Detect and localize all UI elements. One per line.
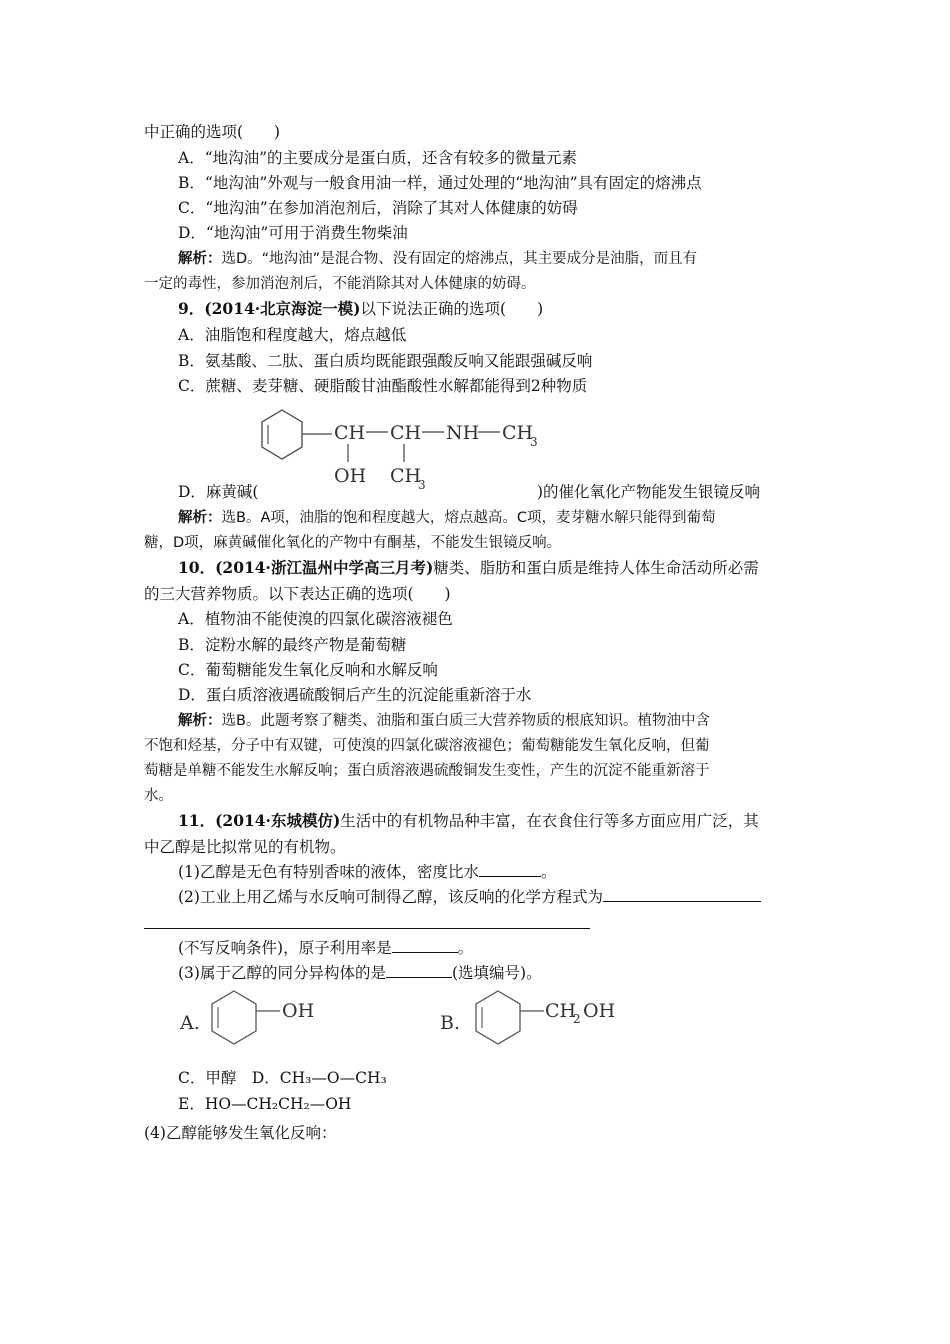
option-a-phenol	[180, 989, 320, 1061]
struct-ch3-main: CH	[502, 422, 534, 444]
q10-analysis-line4: 水。	[144, 788, 173, 804]
option-a-oh: OH	[282, 1000, 315, 1022]
struct-nh: NH	[446, 422, 480, 444]
q11-option-e: E．HO—CH₂CH₂—OH	[178, 1095, 352, 1113]
part2b-text: (不写反响条件)，原子利用率是	[178, 939, 392, 957]
q9-option-a: A．油脂饱和程度越大，熔点越低	[178, 326, 407, 344]
option-b-benzyl-alcohol	[440, 989, 640, 1061]
question-number: 10．	[178, 558, 216, 577]
q11-part4: (4)乙醇能够发生氧化反响：	[144, 1124, 337, 1142]
q10-option-a: A．植物油不能使溴的四氯化碳溶液褪色	[178, 610, 453, 628]
q8-analysis-line2: 一定的毒性，参加消泡剂后，不能消除其对人体健康的妨碍。	[144, 276, 536, 292]
question-text: 糖类、脂肪和蛋白质是维持人体生命活动所必需	[433, 559, 759, 577]
question-number: 9．	[178, 299, 205, 318]
answer-blank-isomer[interactable]	[386, 963, 452, 978]
answer-blank-atom-economy[interactable]	[392, 938, 458, 953]
q9-option-d-prefix: D．麻黄碱(	[178, 483, 259, 501]
option-b-label: B.	[440, 1012, 461, 1034]
q8-option-d: D．“地沟油”可用于消费生物柴油	[178, 224, 408, 242]
q11-stem-line2: 中乙醇是比拟常见的有机物。	[144, 838, 346, 856]
q10-option-d: D．蛋白质溶液遇硫酸铜后产生的沉淀能重新溶于水	[178, 686, 532, 704]
struct-ch3-below: CH	[390, 465, 422, 487]
answer-blank-density[interactable]	[479, 862, 541, 877]
part1-end: 。	[540, 863, 557, 881]
part1-text: (1)乙醇是无色有特别香味的液体，密度比水	[178, 863, 479, 881]
q10-analysis-line3: 萄糖是单糖不能发生水解反响；蛋白质溶液遇硫酸铜发生变性，产生的沉淀不能重新溶于	[144, 763, 710, 779]
struct-sub-3-main: 3	[530, 435, 538, 449]
struct-sub-3-below: 3	[418, 478, 426, 492]
q10-analysis-line2: 不饱和烃基，分子中有双键，可使溴的四氯化碳溶液褪色；葡萄糖能发生氧化反响，但葡	[144, 738, 710, 754]
q8-stem-tail: 中正确的选项( )	[144, 123, 281, 141]
q8-analysis-line1	[178, 248, 697, 270]
struct-ch-2: CH	[390, 422, 422, 444]
q9-option-b: B．氨基酸、二肽、蛋白质均既能跟强酸反响又能跟强碱反响	[178, 352, 593, 370]
q9-option-c: C．蔗糖、麦芽糖、硬脂酸甘油酯酸性水解都能得到2种物质	[178, 377, 588, 395]
question-source: (2014·东城模仿)	[215, 811, 341, 830]
part2-text: (2)工业上用乙烯与水反响可制得乙醇，该反响的化学方程式为	[178, 888, 603, 906]
q9-stem	[178, 298, 543, 320]
q11-part3	[178, 962, 542, 984]
ephedrine-structure	[262, 410, 562, 490]
q11-options-cd: C．甲醇 D．CH₃—O—CH₃	[178, 1069, 387, 1087]
q9-analysis-line2: 糖，D项，麻黄碱催化氧化的产物中有酮基，不能发生银镜反响。	[144, 535, 562, 551]
q11-part2b	[178, 937, 473, 959]
analysis-label: 解析：	[178, 510, 222, 526]
q8-option-c: C．“地沟油”在参加消泡剂后，消除了其对人体健康的妨碍	[178, 199, 578, 217]
q8-option-a: A．“地沟油”的主要成分是蛋白质，还含有较多的微量元素	[178, 149, 578, 167]
q11-part1	[178, 861, 556, 883]
answer-blank-equation-continued[interactable]	[144, 928, 590, 929]
struct-ch-1: CH	[334, 422, 366, 444]
q10-option-b: B．淀粉水解的最终产物是葡萄糖	[178, 636, 407, 654]
question-number: 11．	[178, 811, 216, 830]
analysis-text: 选D。“地沟油”是混合物、没有固定的熔沸点，其主要成分是油脂，而且有	[221, 251, 698, 267]
part2b-end: 。	[457, 939, 474, 957]
q10-stem-line1	[178, 557, 759, 579]
option-b-sub-2: 2	[573, 1012, 581, 1026]
q10-analysis-line1	[178, 710, 710, 732]
q11-stem-line1	[178, 810, 759, 832]
q10-option-c: C．葡萄糖能发生氧化反响和水解反响	[178, 661, 438, 679]
question-source: (2014·浙江温州中学高三月考)	[215, 558, 434, 577]
part3-text: (3)属于乙醇的同分异构体的是	[178, 964, 386, 982]
analysis-text: 选B。A项，油脂的饱和程度越大，熔点越高。C项，麦芽糖水解只能得到葡萄	[221, 510, 716, 526]
question-text: 以下说法正确的选项( )	[360, 300, 544, 318]
analysis-text: 选B。此题考察了糖类、油脂和蛋白质三大营养物质的根底知识。植物油中含	[221, 713, 710, 729]
q10-stem-line2: 的三大营养物质。以下表达正确的选项( )	[144, 585, 451, 603]
q11-part2	[178, 886, 761, 908]
question-text: 生活中的有机物品种丰富，在衣食住行等多方面应用广泛，其	[340, 812, 759, 830]
question-source: (2014·北京海淀一模)	[204, 299, 361, 318]
q9-option-d-suffix: )的催化氧化产物能发生银镜反响	[537, 483, 761, 501]
option-b-oh: OH	[583, 1000, 616, 1022]
analysis-label: 解析：	[178, 251, 222, 267]
part3-end: (选填编号)。	[451, 964, 542, 982]
q8-option-b: B．“地沟油”外观与一般食用油一样，通过处理的“地沟油”具有固定的熔沸点	[178, 174, 702, 192]
option-b-ch: CH	[545, 1000, 577, 1022]
option-a-label: A.	[180, 1012, 200, 1034]
struct-oh: OH	[334, 465, 367, 487]
q9-analysis-line1	[178, 507, 716, 529]
answer-blank-equation[interactable]	[603, 887, 761, 902]
analysis-label: 解析：	[178, 713, 222, 729]
